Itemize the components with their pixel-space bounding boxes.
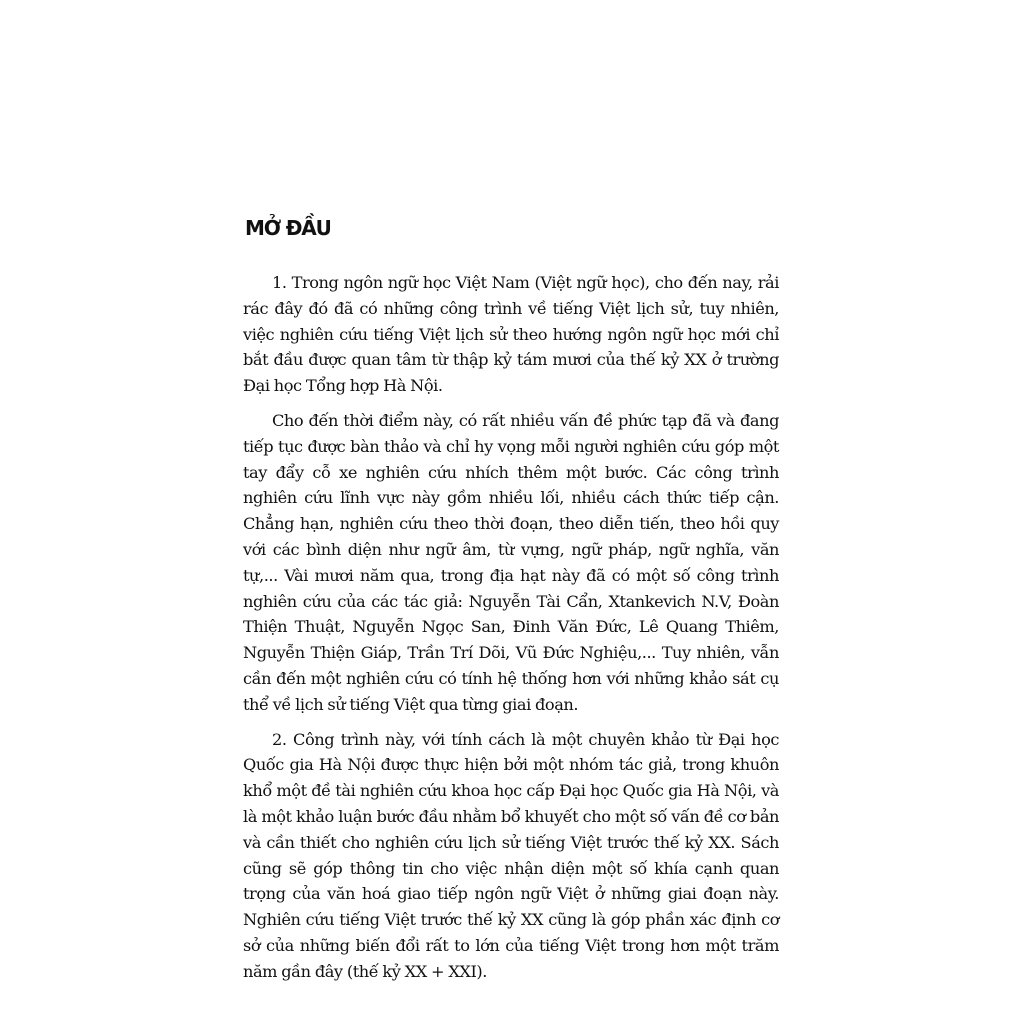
- paragraph-1: 1. Trong ngôn ngữ học Việt Nam (Việt ngữ học), cho đến nay, rải rác đây đó đã có những công trình về tiếng Việt lịch sử, tuy nhiên, việc nghiên cứu tiếng Việt lịch sử theo hướng ngôn ngữ học mới chỉ bắt đầu được quan tâm từ thập kỷ tám mươi của thế kỷ XX ở trường Đại học Tổng hợp Hà Nội.: [243, 273, 779, 396]
- paragraph-3: 2. Công trình này, với tính cách là một chuyên khảo từ Đại học Quốc gia Hà Nội được thực hiện bởi một nhóm tác giả, trong khuôn khổ một đề tài nghiên cứu khoa học cấp Đại học Quốc gia Hà Nội, và là một khảo luận bước đầu nhằm bổ khuyết cho một số vấn đề cơ bản và cần thiết cho nghiên cứu lịch sử tiếng Việt trước thế kỷ XX. Sách cũng sẽ góp thông tin cho việc nhận diện một số khía cạnh quan trọng của văn hoá giao tiếp ngôn ngữ Việt ở những giai đoạn này. Nghiên cứu tiếng Việt trước thế kỷ XX cũng là góp phần xác định cơ sở của những biến đổi rất to lớn của tiếng Việt trong hơn một trăm năm gần đây (thế kỷ XX + XXI).: [243, 729, 779, 981]
- section-heading: MỞ ĐẦU: [245, 216, 331, 240]
- paragraph-2: Cho đến thời điểm này, có rất nhiều vấn đề phức tạp đã và đang tiếp tục được bàn thảo và chỉ hy vọng mỗi người nghiên cứu góp một tay đẩy cỗ xe nghiên cứu nhích thêm một bước. Các công trình nghiên cứu lĩnh vực này gồm nhiều lối, nhiều cách thức tiếp cận. Chẳng hạn, nghiên cứu theo thời đoạn, theo diễn tiến, theo hồi quy với các bình diện như ngữ âm, từ vựng, ngữ pháp, ngữ nghĩa, văn tự,... Vài mươi năm qua, trong địa hạt này đã có một số công trình nghiên cứu của các tác giả: Nguyễn Tài Cẩn, Xtankevich N.V, Đoàn Thiện Thuật, Nguyễn Ngọc San, Đinh Văn Đức, Lê Quang Thiêm, Nguyễn Thiện Giáp, Trần Trí Dõi, Vũ Đức Nghiệu,... Tuy nhiên, vẫn cần đến một nghiên cứu có tính hệ thống hơn với những khảo sát cụ thể về lịch sử tiếng Việt qua từng giai đoạn.: [243, 410, 779, 714]
- body-text: [243, 270, 779, 985]
